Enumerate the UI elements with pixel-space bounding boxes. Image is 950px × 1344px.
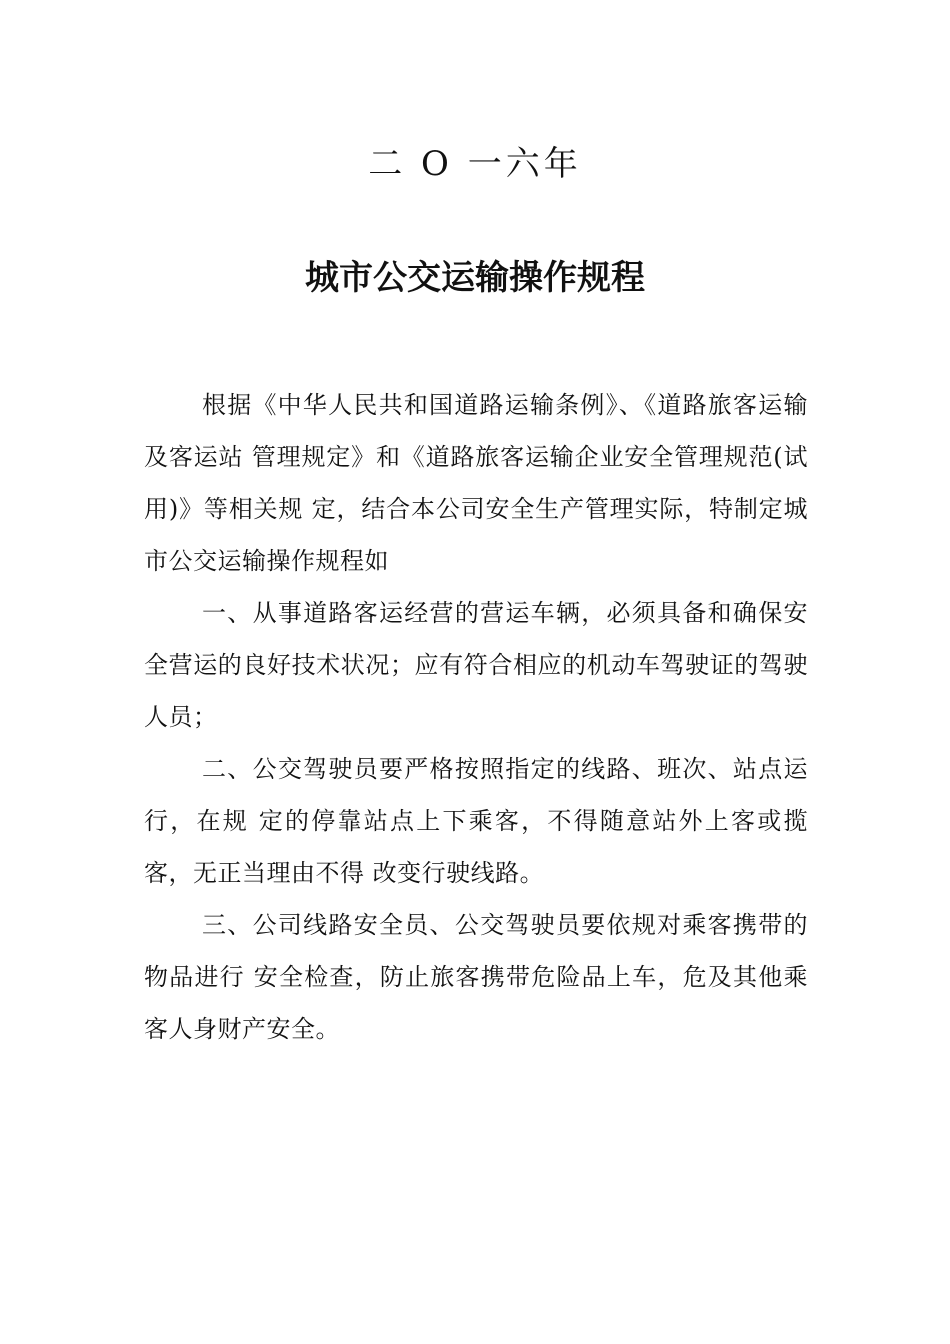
- paragraph-item-1: 一、从事道路客运经营的营运车辆，必须具备和确保安全营运的良好技术状况；应有符合相应的机动车驾驶证的驾驶人员；: [144, 599, 808, 731]
- paragraph-item-2: 二、公交驾驶员要严格按照指定的线路、班次、站点运行，在规 定的停靠站点上下乘客，不得随意站外上客或揽客，无正当理由不得 改变行驶线路。: [144, 755, 808, 887]
- document-year: 二 O 一六年: [368, 144, 582, 184]
- document-title: 城市公交运输操作规程: [305, 258, 645, 298]
- paragraph-item-3: 三、公司线路安全员、公交驾驶员要依规对乘客携带的物品进行 安全检查，防止旅客携带危险品上车，危及其他乘客人身财产安全。: [144, 911, 808, 1043]
- document-body: [144, 379, 808, 1055]
- paragraph-intro: 根据《中华人民共和国道路运输条例》、《道路旅客运输及客运站 管理规定》和《道路旅客运输企业安全管理规范(试用)》等相关规 定，结合本公司安全生产管理实际，特制定城市公交运输操作规程如: [144, 391, 808, 575]
